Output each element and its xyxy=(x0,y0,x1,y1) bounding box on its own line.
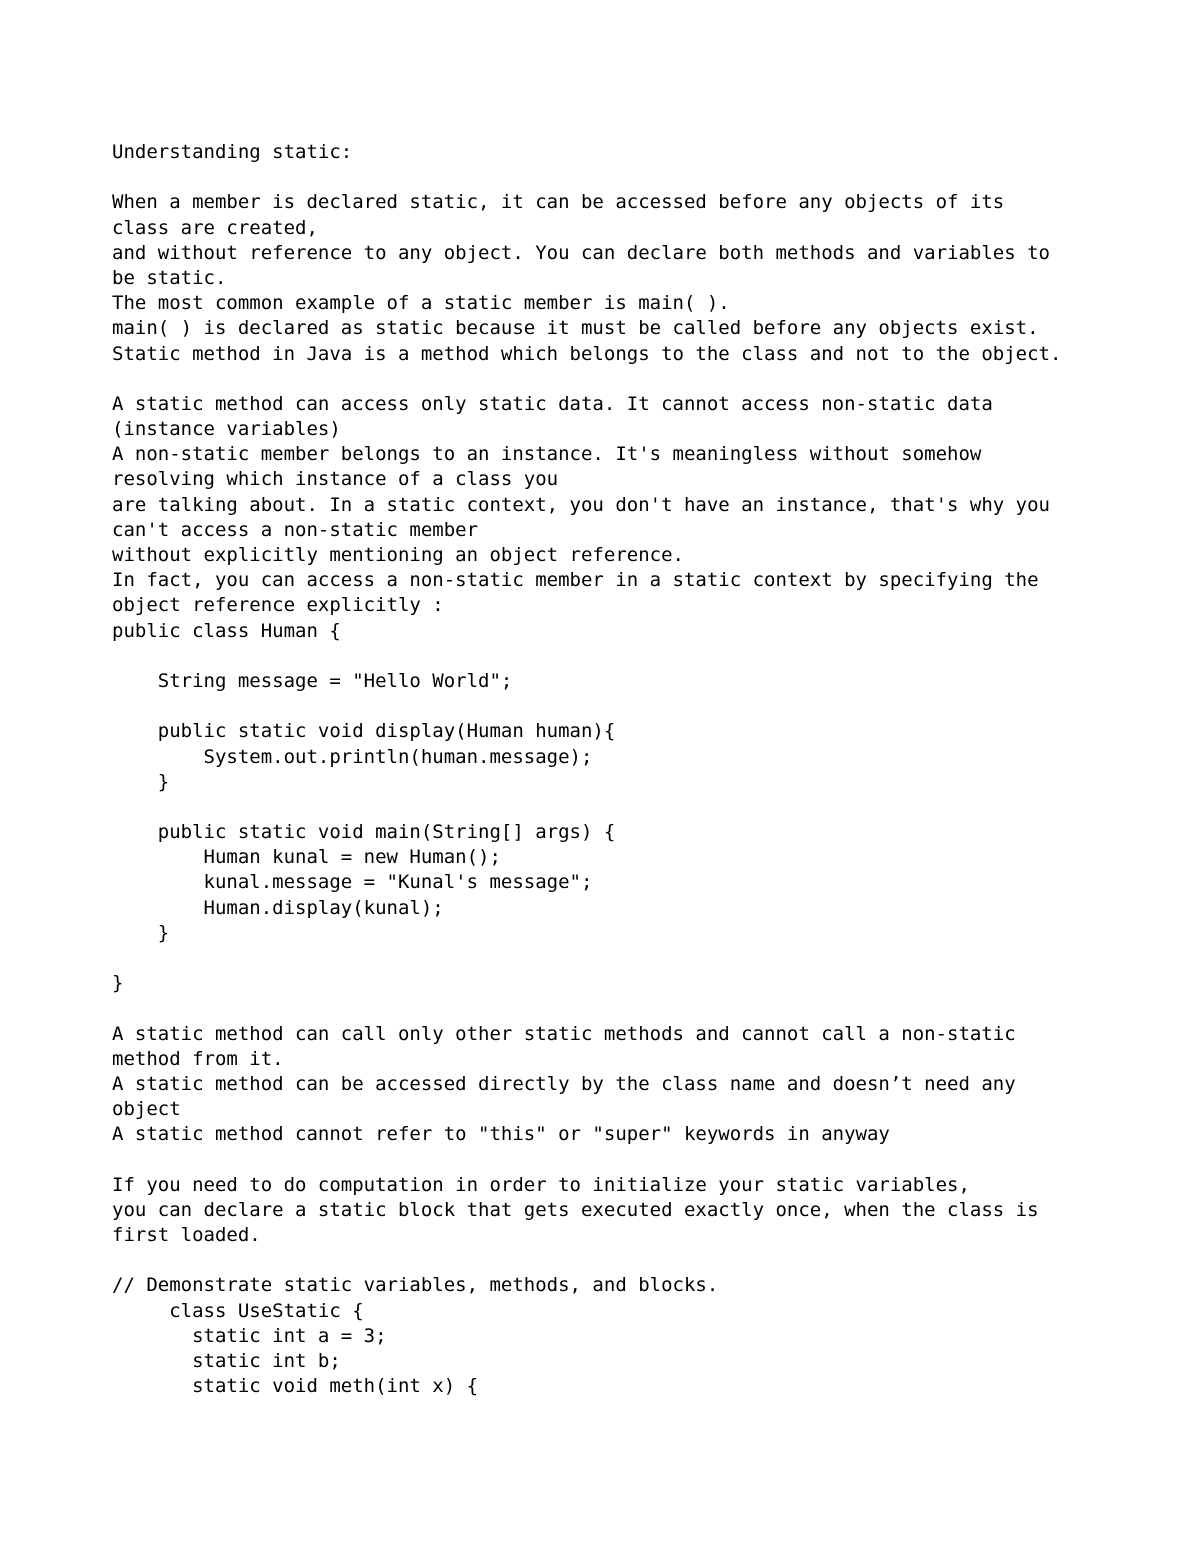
text-line: object xyxy=(112,1098,181,1121)
blank-line xyxy=(112,795,1112,820)
text-line: If you need to do computation in order to initialize your static variables, xyxy=(112,1173,970,1196)
text-line: static int b; xyxy=(112,1350,341,1372)
text-line: The most common example of a static member is main( ). xyxy=(112,292,730,315)
text-line: A static method can be accessed directly by the class name and doesn’t need any xyxy=(112,1072,1016,1095)
text-line: are talking about. In a static context, you don't have an instance, that's why you xyxy=(112,493,1050,516)
text-line: public static void main(String[] args) { xyxy=(112,821,616,844)
text-line: Human.display(kunal); xyxy=(112,896,444,919)
text-line: first loaded. xyxy=(112,1224,261,1247)
text-line: public static void display(Human human){ xyxy=(112,720,616,743)
text-line: System.out.println(human.message); xyxy=(112,745,593,768)
text-line: without explicitly mentioning an object reference. xyxy=(112,544,684,566)
blank-line xyxy=(112,644,1112,669)
text-line: } xyxy=(112,770,170,793)
text-line: method from it. xyxy=(112,1047,284,1070)
text-line: A non-static member belongs to an instance. It's meaningless without somehow xyxy=(112,443,982,466)
text-line: Human kunal = new Human(); xyxy=(112,846,501,869)
text-line: When a member is declared static, it can be accessed before any objects of its xyxy=(112,191,1005,214)
text-line: object reference explicitly : xyxy=(112,594,444,617)
text-line: } xyxy=(112,921,170,944)
text-line: class UseStatic { xyxy=(112,1299,364,1322)
text-line: and without reference to any object. You can declare both methods and variables to xyxy=(112,241,1050,264)
text-line: In fact, you can access a non-static member in a static context by specifying the xyxy=(112,569,1039,592)
text-line: public class Human { xyxy=(112,619,341,642)
text-line: A static method can access only static data. It cannot access non-static data xyxy=(112,392,993,415)
text-line: be static. xyxy=(112,266,227,289)
blank-line xyxy=(112,165,1112,190)
document-body xyxy=(112,140,1112,1399)
blank-line xyxy=(112,1248,1112,1273)
text-line: A static method can call only other static methods and cannot call a non-static xyxy=(112,1022,1016,1045)
text-line: (instance variables) xyxy=(112,418,341,441)
text-line: // Demonstrate static variables, methods, and blocks. xyxy=(112,1274,719,1297)
text-line: static void meth(int x) { xyxy=(112,1375,479,1398)
blank-line xyxy=(112,996,1112,1021)
blank-line xyxy=(112,1148,1112,1173)
blank-line xyxy=(112,694,1112,719)
text-line: you can declare a static block that gets executed exactly once, when the class is xyxy=(112,1198,1039,1221)
blank-line xyxy=(112,367,1112,392)
text-line: kunal.message = "Kunal's message"; xyxy=(112,871,593,894)
text-line: main( ) is declared as static because it must be called before any objects exist. xyxy=(112,317,1039,340)
text-line: Static method in Java is a method which belongs to the class and not to the object. xyxy=(112,342,1062,365)
text-line: can't access a non-static member xyxy=(112,518,479,541)
text-line: } xyxy=(112,972,124,995)
text-line: Understanding static: xyxy=(112,141,353,163)
text-line: class are created, xyxy=(112,216,318,239)
text-line: resolving which instance of a class you xyxy=(112,468,559,491)
text-line: String message = "Hello World"; xyxy=(112,669,513,692)
text-line: A static method cannot refer to "this" or "super" keywords in anyway xyxy=(112,1123,890,1146)
blank-line xyxy=(112,946,1112,971)
text-line: static int a = 3; xyxy=(112,1324,387,1347)
